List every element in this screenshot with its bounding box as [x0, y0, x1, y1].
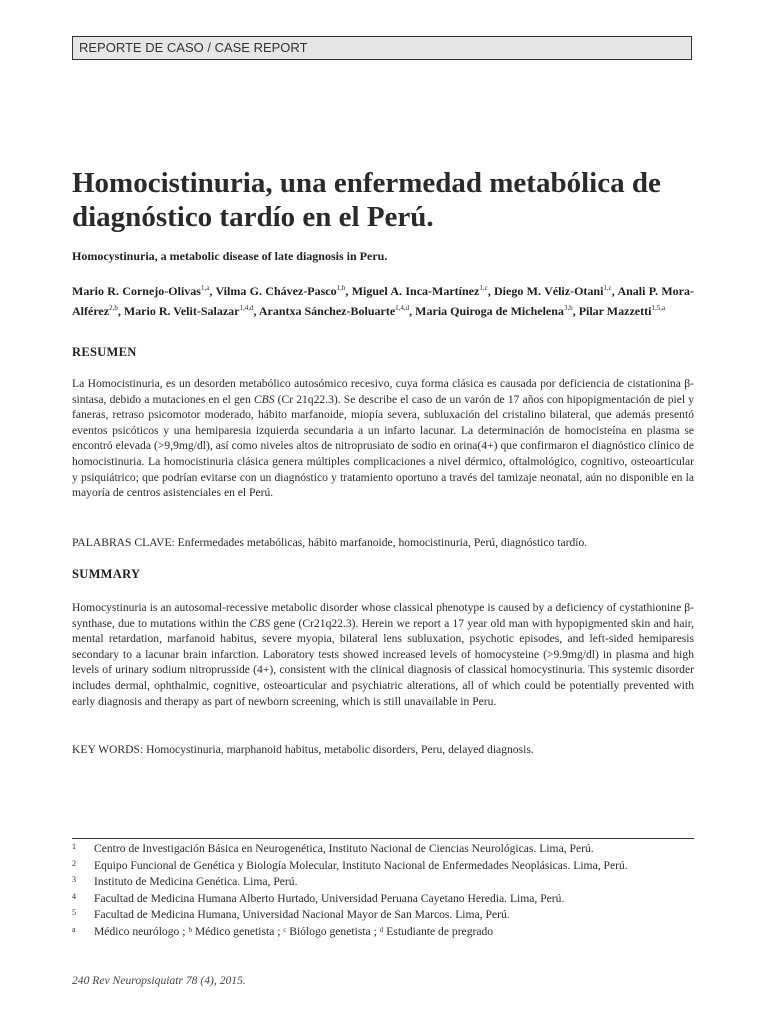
gene-name: CBS — [253, 392, 275, 406]
author-name: Mario R. Velit-Salazar$^{1,4,d}$ — [123, 304, 254, 318]
footnote — [72, 924, 694, 940]
resumen-keywords: PALABRAS CLAVE: Enfermedades metabólicas, hábito marfanoide, homocistinuria, Perú, diagnóstico tardío. — [72, 536, 588, 549]
footnote-mark: 2 — [72, 858, 76, 868]
author-affiliation-mark: 1,4,d — [239, 304, 254, 312]
author-list: Mario R. Cornejo-Olivas$^{1,a}$, Vilma G. Chávez-Pasco$^{1,b}$, Miguel A. Inca-Martínez$^{1,c}$, Diego M. Véliz-Otani$^{1,c}$, Anali P. Mora-Alférez$^{2,b}$, Mario R. Velit-Salazar$^{1,4,d}$, Arantxa Sánchez-Boluarte$^{1,4,d}$, Maria Quiroga de Michelena$^{3,b}$, Pilar Mazzetti$^{1,5,a}$ — [72, 284, 694, 318]
footnote-text: Facultad de Medicina Humana, Universidad Nacional Mayor de San Marcos. Lima, Perú. — [94, 908, 510, 922]
footnote-text: Centro de Investigación Básica en Neurogenética, Instituto Nacional de Ciencias Neurológicas. Lima, Perú. — [94, 842, 594, 855]
author-name: Miguel A. Inca-Martínez$^{1,c}$ — [351, 284, 488, 298]
gene-name: CBS — [249, 616, 271, 630]
footnote-mark: 1 — [72, 842, 76, 851]
footnote-text: Médico neurólogo ; ᵇ Médico genetista ; ᶜ Biólogo genetista ; ᵈ Estudiante de pregrado — [94, 924, 494, 938]
footnote — [72, 874, 694, 890]
footnote — [72, 841, 694, 857]
author-name: Vilma G. Chávez-Pasco$^{1,b}$ — [215, 284, 346, 298]
footnote-mark: 4 — [72, 891, 76, 901]
section-banner: REPORTE DE CASO / CASE REPORT — [72, 36, 692, 60]
footnote-list — [72, 841, 694, 941]
author-name: Maria Quiroga de Michelena$^{3,b}$ — [415, 304, 573, 318]
footnote-text: Instituto de Medicina Genética. Lima, Perú. — [94, 875, 298, 889]
author-name: Diego M. Véliz-Otani$^{1,c}$ — [494, 284, 612, 298]
author-affiliation-mark: 3,b — [563, 304, 573, 312]
author-affiliation-mark: 1,c — [603, 284, 612, 292]
footnote — [72, 858, 694, 874]
author-name: Pilar Mazzetti$^{1,5,a}$ — [578, 304, 666, 318]
resumen-paragraph: La Homocistinuria, es un desorden metabólico autosómico recesivo, cuya forma clásica es causada por deficiencia de cistationina β-sintasa, debido a mutaciones en el gen CBS (Cr 21q22.3). Se describe el caso de un varón de 17 años con hipopigmentación de piel y faneras, retraso psicomotor moderado, hábito marfanoide, miopía severa, subluxación del cristalino bilateral, que además presentó eventos psicóticos y una hemiparesia izquierda secundaria a un infarto lacunar. La determinación de homocisteína en plasma se encontró elevada (>9,9mg/dl), así como niveles altos de nitroprusiato de sodio en orina(4+) que confirmaron el diagnóstico clínico de homocistinuria. La homocistinuria clásica genera múltiples complicaciones a nivel dérmico, oftalmológico, cognitivo, osteoarticular y psiquiátrico; que podrían evitarse con un diagnóstico y tratamiento oportuno a través del tamizaje neonatal, aún no disponible en la mayoría de centros asistenciales en el Perú. — [72, 377, 694, 500]
author-affiliation-mark: 1,c — [479, 284, 488, 292]
author-affiliation-mark: 1,a — [200, 284, 210, 292]
author-affiliation-mark: 1,b — [336, 284, 346, 292]
author-name: Mario R. Cornejo-Olivas$^{1,a}$ — [72, 284, 210, 298]
summary-heading: SUMMARY — [72, 567, 141, 581]
summary-keywords: KEY WORDS: Homocystinuria, marphanoid habitus, metabolic disorders, Peru, delayed diagnosis. — [72, 743, 534, 756]
author-affiliation-mark: 1,4,d — [395, 304, 410, 312]
footnote-mark: 5 — [72, 908, 76, 918]
footnote — [72, 891, 694, 907]
author-affiliation-mark: 1,5,a — [651, 304, 666, 312]
footnote-mark: a — [72, 924, 76, 934]
footnote-text: Equipo Funcional de Genética y Biología Molecular, Instituto Nacional de Enfermedades Neoplásicas. Lima, Perú. — [94, 858, 628, 872]
footnote-text: Facultad de Medicina Humana Alberto Hurtado, Universidad Peruana Cayetano Heredia. Lima, Perú. — [94, 891, 565, 905]
article-subtitle: Homocystinuria, a metabolic disease of late diagnosis in Peru. — [72, 249, 388, 263]
summary-paragraph: Homocystinuria is an autosomal-recessive metabolic disorder whose classical phenotype is caused by a deficiency of cystathionine β-synthase, due to mutations within the CBS gene (Cr21q22.3). Herein we report a 17 year old man with hypopigmented skin and hair, mental retardation, marfanoid habitus, severe myopia, bilateral lens subluxation, psychotic episodes, and left-sided hemiparesis secondary to a lacunar brain infarction. Laboratory tests showed increased levels of homocysteine (>9.9mg/dl) in plasma and high levels of urinary sodium nitroprusside (4+), consistent with the clinical diagnosis of classical homocystinuria. This systemic disorder includes dermal, ophthalmic, cognitive, osteoarticular and psychiatric alterations, all of which could be potentially prevented with early diagnosis and therapy as part of newborn screening, which is still unavailable in Peru. — [72, 601, 695, 708]
footnote-divider — [72, 838, 694, 839]
footnote-mark: 3 — [72, 875, 76, 885]
author-name: Arantxa Sánchez-Boluarte$^{1,4,d}$ — [258, 304, 410, 318]
author-name: Anali P. Mora-Alférez$^{2,b}$ — [72, 284, 694, 318]
author-affiliation-mark: 2,b — [109, 304, 118, 312]
journal-footer: 240 Rev Neuropsiquiatr 78 (4), 2015. — [72, 974, 246, 987]
footnote — [72, 907, 694, 923]
resumen-heading: RESUMEN — [72, 345, 137, 359]
article-title: Homocistinuria, una enfermedad metabólica de diagnóstico tardío en el Perú. — [72, 167, 661, 233]
